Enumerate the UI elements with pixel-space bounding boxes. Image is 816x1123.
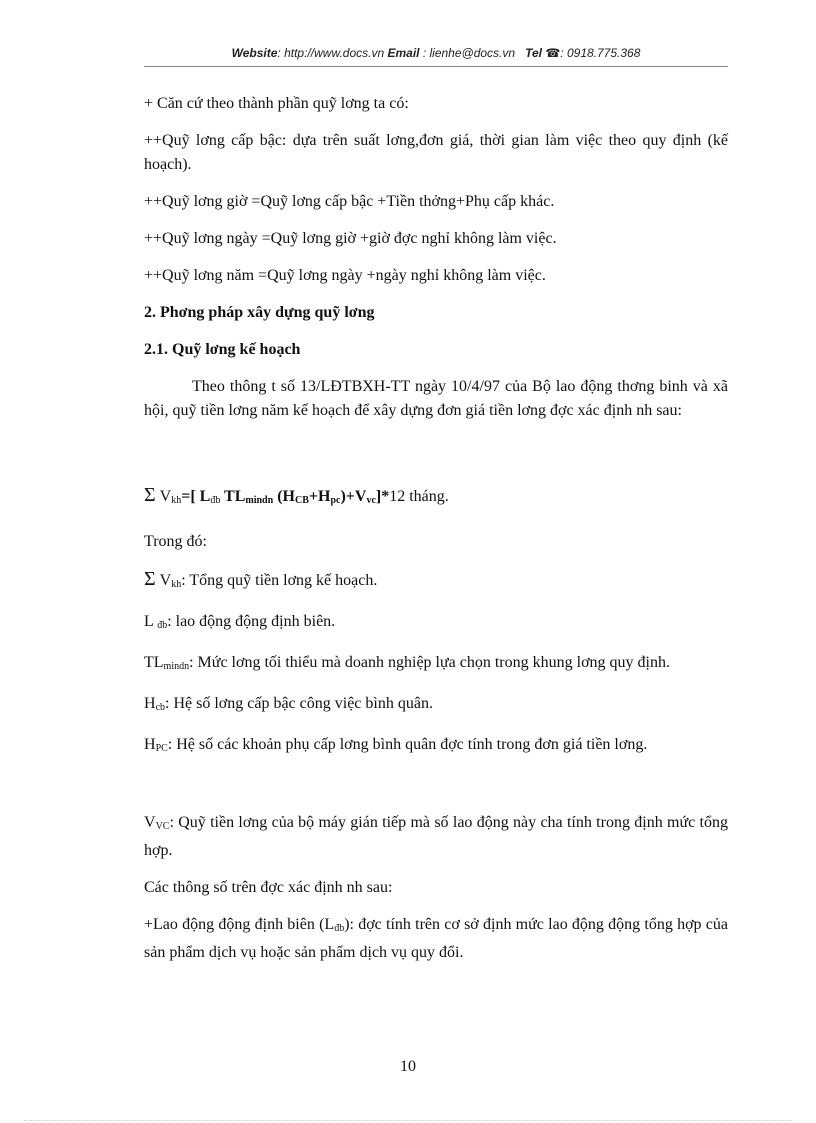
definition-item: $V_{VC}$: Quỹ tiền lơng của bộ máy gián tiếp mà số lao động này cha tính trong định mức tổng hợp. xyxy=(144,814,728,859)
document-body xyxy=(144,92,728,965)
email-value: : lienhe@docs.vn xyxy=(419,46,516,60)
section-heading: 2. Phơng pháp xây dựng quỹ lơng xyxy=(144,304,375,321)
tel-label: Tel xyxy=(525,46,542,60)
paragraph: Trong đó: xyxy=(144,533,207,550)
definition-item: $H_{PC}$: Hệ số các khoản phụ cấp lơng bình quân đợc tính trong đơn giá tiền lơng. xyxy=(144,736,648,754)
email-label: Email xyxy=(387,46,420,60)
phone-icon: ☎ xyxy=(545,46,561,60)
definition-item: L $_{đb}$: lao động động định biên. xyxy=(144,613,336,631)
paragraph: Các thông số trên đợc xác định nh sau: xyxy=(144,879,393,896)
paragraph: ++Quỹ lơng ngày =Quỹ lơng giờ +giờ đợc nghỉ không làm việc. xyxy=(144,230,557,247)
definition-item: $H_{cb}$: Hệ số lơng cấp bậc công việc bình quân. xyxy=(144,695,433,713)
definition-item: Σ $V_{kh}$: Tổng quỹ tiền lơng kế hoạch. xyxy=(144,568,378,590)
footer-divider xyxy=(24,1120,792,1121)
paragraph: ++Quỹ lơng cấp bậc: dựa trên suất lơng,đơn giá, thời gian làm việc theo quy định (kế hoạch). xyxy=(144,132,728,173)
paragraph: ++Quỹ lơng giờ =Quỹ lơng cấp bậc +Tiền thởng+Phụ cấp khác. xyxy=(144,193,555,210)
paragraph: + Căn cứ theo thành phần quỹ lơng ta có: xyxy=(144,95,409,112)
page-number: 10 xyxy=(400,1058,416,1075)
paragraph: Theo thông t số 13/LĐTBXH-TT ngày 10/4/97 của Bộ lao động thơng binh và xã hội, quỹ tiền lơng năm kế hoạch để xây dựng đơn giá tiền lơng đợc xác định nh sau: xyxy=(144,378,728,419)
paragraph: +Lao động động định biên $(L_{đb})$: đợc tính trên cơ sở định mức lao động động tổng hợp của sản phẩm dịch vụ hoặc sản phẩm dịch vụ quy đổi. xyxy=(144,916,729,961)
formula: Σ $V_{kh}=$[ $L_{đb}$ $TL_{mindn}$ $(H_{CB}+H_{pc})+V_{vc}]*12$ tháng. xyxy=(144,484,449,506)
definition-item: $TL_{mindn}$: Mức lơng tối thiểu mà doanh nghiệp lựa chọn trong khung lơng quy định. xyxy=(144,654,670,672)
page-header xyxy=(144,46,728,60)
website-label: Website xyxy=(231,46,278,60)
tel-value: : 0918.775.368 xyxy=(560,46,641,60)
paragraph: ++Quỹ lơng năm =Quỹ lơng ngày +ngày nghỉ không làm việc. xyxy=(144,267,546,284)
subsection-heading: 2.1. Quỹ lơng kế hoạch xyxy=(144,341,301,358)
header-divider xyxy=(144,66,728,67)
website-value: : http://www.docs.vn xyxy=(277,46,385,60)
